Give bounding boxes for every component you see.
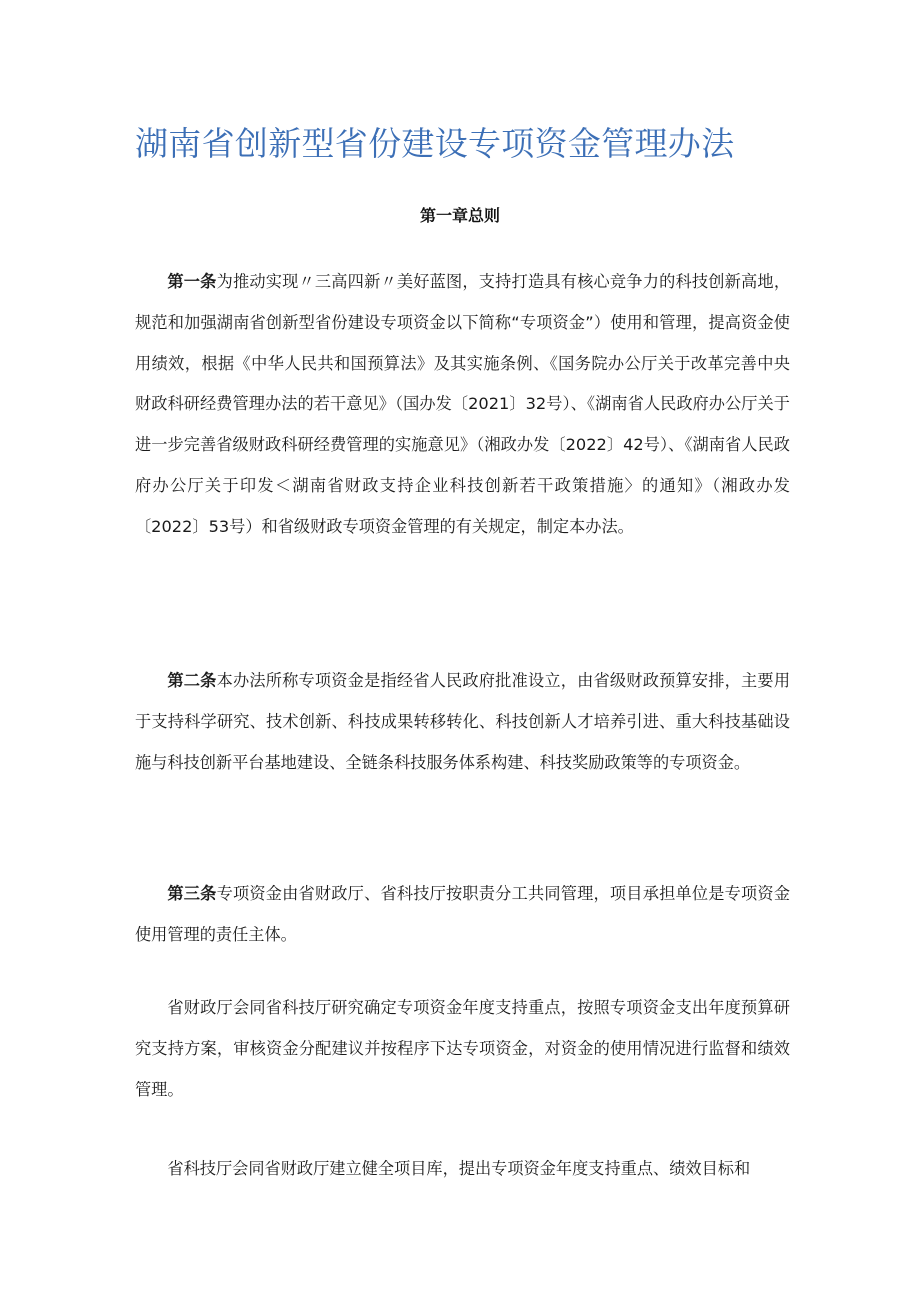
- body-paragraph: [135, 988, 790, 1110]
- article-text: 本办法所称专项资金是指经省人民政府批准设立，由省级财政预算安排，主要用于支持科学研究、技术创新、科技成果转移转化、科技创新人才培养引进、重大科技基础设施与科技创新平台基地建设、全链条科技服务体系构建、科技奖励政策等的专项资金。: [135, 671, 790, 772]
- article-number: 第二条: [167, 671, 217, 690]
- paragraph-text: 省科技厅会同省财政厅建立健全项目库，提出专项资金年度支持重点、绩效目标和: [167, 1159, 751, 1178]
- document-title: 湖南省创新型省份建设专项资金管理办法: [135, 124, 735, 163]
- article-text: 为推动实现〃三高四新〃美好蓝图，支持打造具有核心竞争力的科技创新高地，规范和加强湖南省创新型省份建设专项资金以下简称“专项资金”）使用和管理，提高资金使用绩效，根据《中华人民共和国预算法》及其实施条例、《国务院办公厅关于改革完善中央财政科研经费管理办法的若干意见》（国办发〔2021〕32号）、《湖南省人民政府办公厅关于进一步完善省级财政科研经费管理的实施意见》（湘政办发〔2022〕42号）、《湖南省人民政府办公厅关于印发＜湖南省财政支持企业科技创新若干政策措施〉的通知》（湘政办发〔2022〕53号）和省级财政专项资金管理的有关规定，制定本办法。: [135, 272, 790, 536]
- article-text: 专项资金由省财政厅、省科技厅按职责分工共同管理，项目承担单位是专项资金使用管理的责任主体。: [135, 884, 790, 944]
- body-paragraph: [135, 1149, 790, 1190]
- paragraph-text: 省财政厅会同省科技厅研究确定专项资金年度支持重点，按照专项资金支出年度预算研究支持方案，审核资金分配建议并按程序下达专项资金，对资金的使用情况进行监督和绩效管理。: [135, 998, 790, 1099]
- article-3-paragraph: [135, 874, 790, 956]
- article-1-paragraph: [135, 262, 790, 548]
- article-number: 第一条: [167, 272, 217, 291]
- article-2-paragraph: [135, 661, 790, 783]
- chapter-heading: 第一章总则: [419, 206, 500, 225]
- article-number: 第三条: [167, 884, 217, 903]
